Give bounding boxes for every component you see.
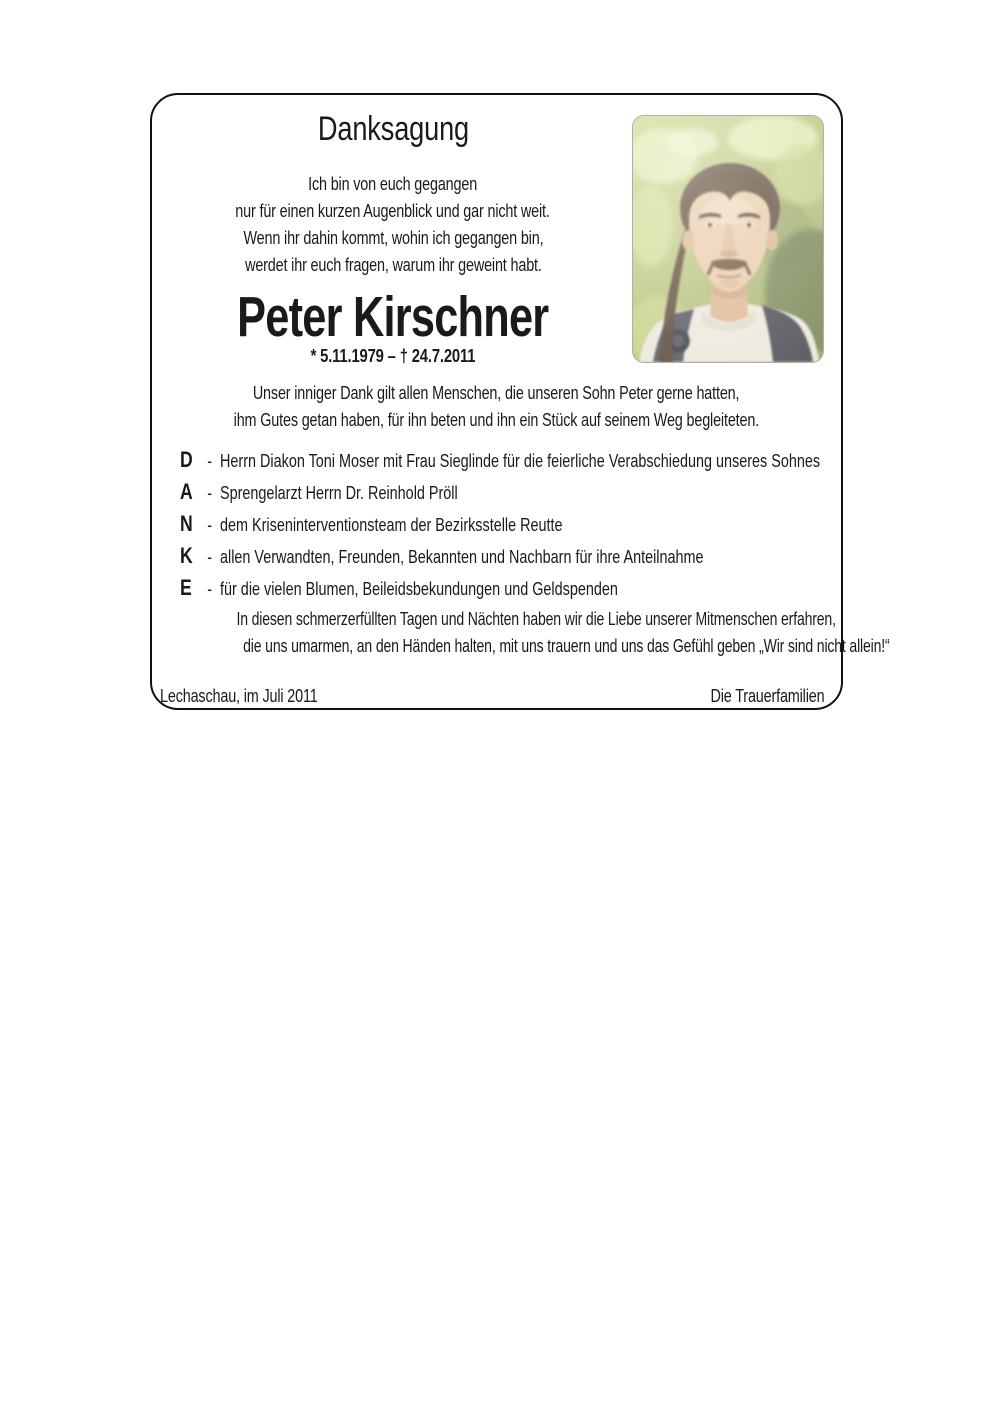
danke-text: allen Verwandten, Freunden, Bekannten und Nachbarn für ihre Anteilnahme [220,547,704,567]
poem-line: werdet ihr euch fragen, warum ihr geweint habt. [244,255,542,275]
thanks-line: Unser inniger Dank gilt allen Menschen, die unseren Sohn Peter gerne hatten, [253,383,740,403]
danke-letter: A [180,479,193,504]
danke-letter: N [180,511,193,536]
closing-paragraph [152,606,890,660]
danke-letter: D [180,447,193,472]
portrait-illustration [633,116,823,362]
danke-item [180,477,701,509]
danke-text: dem Kriseninterventionsteam der Bezirksstelle Reutte [220,515,563,535]
danke-text: Sprengelarzt Herrn Dr. Reinhold Pröll [220,483,458,503]
danke-dash: - [207,451,212,471]
danke-dash: - [207,483,212,503]
memorial-photo [632,115,824,363]
deceased-name: Peter Kirschner [237,285,549,349]
danke-item [180,445,821,477]
danke-text: Herrn Diakon Toni Moser mit Frau Sieglinde für die feierliche Verabschiedung unseres Sohnes [220,451,821,471]
thanks-line: ihm Gutes getan haben, für ihn beten und ihn ein Stück auf seinem Weg begleiteten. [233,410,760,430]
closing-line: die uns umarmen, an den Händen halten, mit uns trauern und uns das Gefühl geben „Wir sind nicht allein!“ [243,636,890,656]
danke-letter: E [180,575,192,600]
closing-line: In diesen schmerzerfüllten Tagen und Nächten haben wir die Liebe unserer Mitmenschen erfahren, [236,609,836,629]
place-date: Lechaschau, im Juli 2011 [160,686,318,706]
card-title [152,110,634,149]
danke-item [180,541,704,573]
card-footer [160,686,824,707]
poem-line: Ich bin von euch gegangen [308,174,478,194]
danke-dash: - [207,579,212,599]
life-dates: * 5.11.1979 – † 24.7.2011 [310,345,476,366]
poem-line: Wenn ihr dahin kommt, wohin ich gegangen bin, [243,228,543,248]
danke-dash: - [207,547,212,567]
danke-item [180,509,701,541]
card-title-text: Danksagung [317,110,469,148]
danke-text: für die vielen Blumen, Beileidsbekundungen und Geldspenden [220,579,618,599]
poem-line: nur für einen kurzen Augenblick und gar nicht weit. [235,201,551,221]
danke-list [180,445,831,605]
signature: Die Trauerfamilien [710,686,824,706]
memorial-poem [152,171,634,279]
danke-item [180,573,701,605]
danke-letter: K [180,543,193,568]
memorial-card [150,93,890,710]
danke-dash: - [207,515,212,535]
thanks-paragraph [152,380,841,434]
